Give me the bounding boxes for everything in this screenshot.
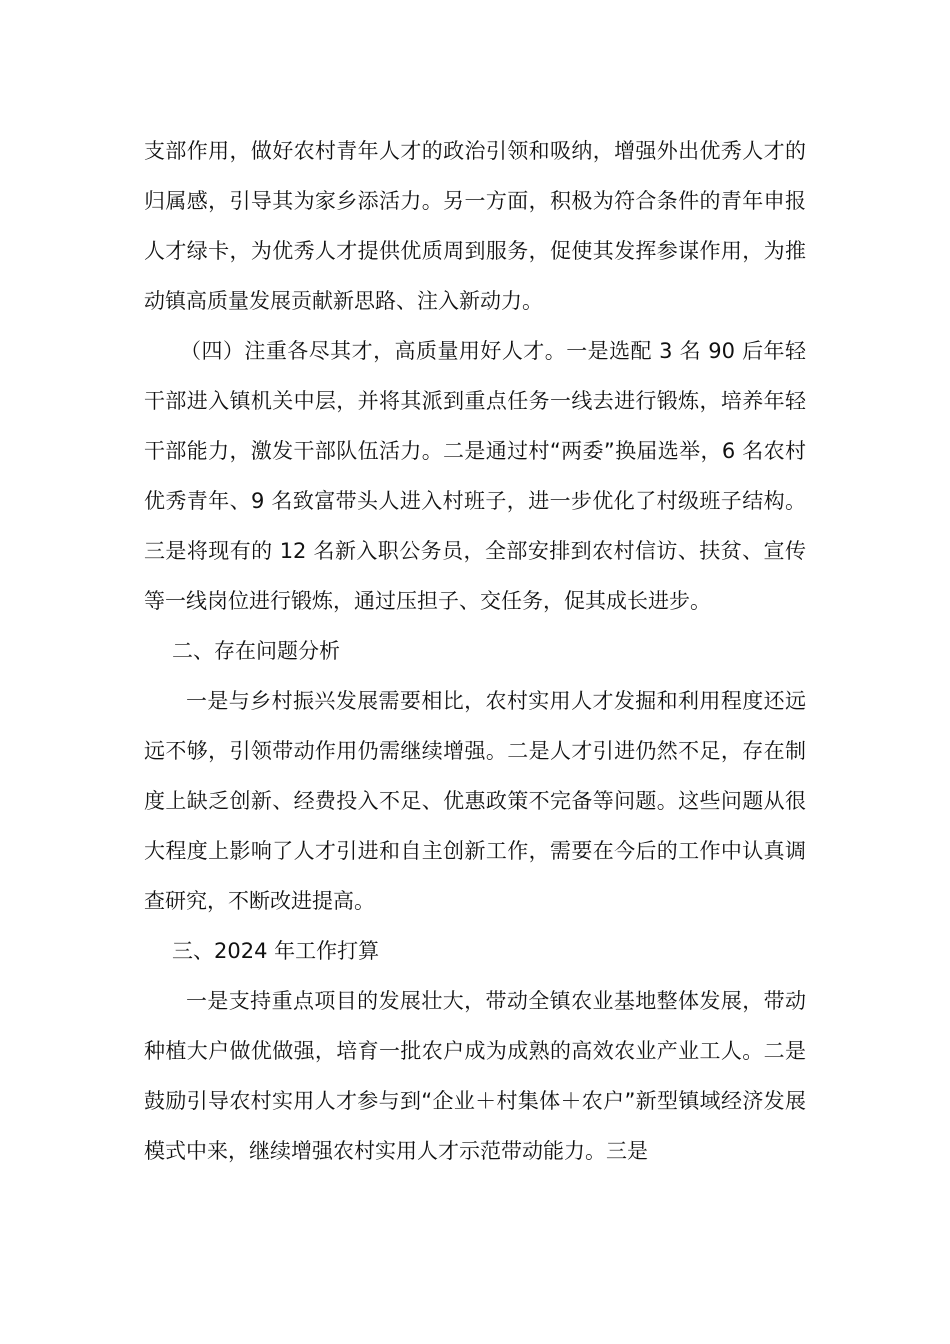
paragraph-problems: 一是与乡村振兴发展需要相比，农村实用人才发掘和利用程度还远远不够，引领带动作用仍需继续增强。二是人才引进仍然不足，存在制度上缺乏创新、经费投入不足、优惠政策不完备等问题。这些问题从很大程度上影响了人才引进和自主创新工作，需要在今后的工作中认真调查研究，不断改进提高。 — [144, 689, 806, 913]
paragraph-section-four: （四）注重各尽其才，高质量用好人才。一是选配 3 名 90 后年轻干部进入镇机关中层，并将其派到重点任务一线去进行锻炼，培养年轻干部能力，激发干部队伍活力。二是通过村“两委”换届选举，6 名农村优秀青年、9 名致富带头人进入村班子，进一步优化了村级班子结构。三是将现有的 12 名新入职公务员，全部安排到农村信访、扶贫、宣传等一线岗位进行锻炼，通过压担子、交任务，促其成长进步。 — [144, 339, 806, 613]
heading-work-plan-2024: 三、2024 年工作打算 — [172, 939, 380, 963]
paragraph-work-plan: 一是支持重点项目的发展壮大，带动全镇农业基地整体发展，带动种植大户做优做强，培育一批农户成为成熟的高效农业产业工人。二是鼓励引导农村实用人才参与到“企业＋村集体＋农户”新型镇域经济发展模式中来，继续增强农村实用人才示范带动能力。三是 — [144, 989, 806, 1163]
paragraph-continuation: 支部作用，做好农村青年人才的政治引领和吸纳，增强外出优秀人才的归属感，引导其为家乡添活力。另一方面，积极为符合条件的青年申报人才绿卡，为优秀人才提供优质周到服务，促使其发挥参谋作用，为推动镇高质量发展贡献新思路、注入新动力。 — [144, 139, 806, 313]
document-body — [144, 126, 806, 1176]
heading-problem-analysis: 二、存在问题分析 — [172, 639, 340, 663]
